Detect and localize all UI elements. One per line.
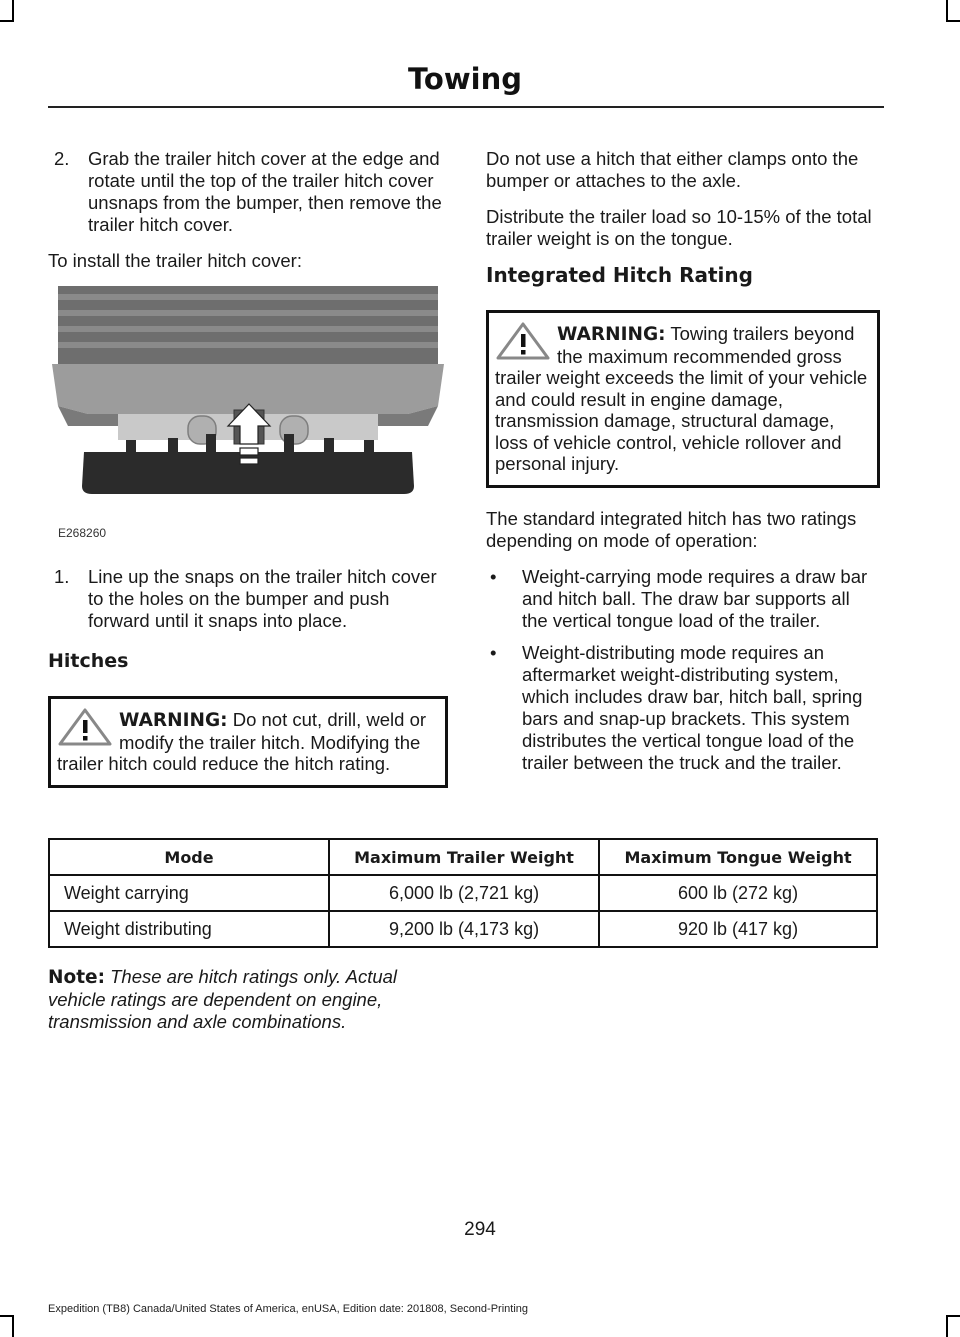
warning-text: Towing trailers beyond the maximum recommended gross trailer weight exceeds the limit of your vehicle and could result in engine damage, transmission damage, structural damage, loss of vehicle control, vehicle rollover and personal injury.: [495, 323, 868, 474]
warning-label: WARNING:: [557, 324, 666, 345]
integrated-hitch-heading: Integrated Hitch Rating: [486, 263, 753, 287]
table-cell: 600 lb (272 kg): [599, 875, 877, 911]
table-cell: 9,200 lb (4,173 kg): [329, 911, 599, 947]
warning-box-towing: [486, 310, 880, 488]
hitch-paragraph: Do not use a hitch that either clamps onto the bumper or attaches to the axle.: [486, 148, 859, 191]
warning-label: WARNING:: [119, 710, 228, 731]
bullet-mark: •: [490, 565, 497, 587]
column-header: Mode: [49, 839, 329, 875]
note-label: Note:: [48, 967, 105, 988]
crop-mark: [12, 0, 14, 20]
step-number: 1.: [54, 566, 70, 587]
table-row: [49, 875, 877, 911]
ratings-paragraph: The standard integrated hitch has two ratings depending on mode of operation:: [486, 507, 857, 551]
bullet-text: Weight-distributing mode requires an aftermarket weight-distributing system, which includes draw bar, hitch ball, spring bars and snap-up brackets. This system distributes the vertical tongue load of the trailer between the truck and the trailer.: [522, 641, 863, 773]
warning-triangle-icon: [495, 321, 551, 361]
step-text: Grab the trailer hitch cover at the edge and rotate until the top of the trailer hitch cover unsnaps from the bumper, then remove the trailer hitch cover.: [88, 148, 442, 235]
note: [48, 966, 448, 1033]
crop-mark: [946, 1317, 948, 1337]
load-paragraph: Distribute the trailer load so 10-15% of the total trailer weight is on the tongue.: [486, 206, 872, 249]
table-row: [49, 911, 877, 947]
hitches-heading: Hitches: [48, 650, 129, 672]
figure-code: E268260: [58, 526, 107, 540]
crop-mark: [0, 20, 14, 22]
bullet-text: Weight-carrying mode requires a draw bar and hitch ball. The draw bar supports all the vertical tongue load of the trailer.: [522, 565, 868, 631]
list-item: [486, 566, 880, 632]
crop-mark: [12, 1317, 14, 1337]
hitch-cover-illustration: [48, 286, 448, 544]
step-text: Line up the snaps on the trailer hitch cover to the holes on the bumper and push forward until it snaps into place.: [88, 566, 437, 631]
warning-triangle-icon: [57, 707, 113, 747]
crop-mark: [946, 20, 960, 22]
step-2: [48, 148, 448, 236]
step-1: [48, 566, 448, 632]
bumper-drawing: [48, 286, 448, 516]
page-number: 294: [464, 1219, 496, 1240]
step-number: 2.: [54, 148, 70, 169]
table-cell: 6,000 lb (2,721 kg): [329, 875, 599, 911]
warning-box-hitch: [48, 696, 448, 788]
warning-text: Do not cut, drill, weld or modify the trailer hitch. Modifying the trailer hitch could reduce the hitch rating.: [57, 709, 427, 774]
right-column: [486, 148, 880, 784]
header-divider: [48, 106, 884, 108]
crop-mark: [946, 0, 948, 20]
table-header-row: [49, 839, 877, 875]
note-text: These are hitch ratings only. Actual vehicle ratings are dependent on engine, transmission and axle combinations.: [48, 966, 398, 1032]
crop-mark: [0, 1315, 14, 1317]
bullet-mark: •: [490, 641, 497, 663]
list-item: [486, 642, 880, 774]
mode-list: [486, 566, 880, 774]
crop-mark: [946, 1315, 960, 1317]
left-column: [48, 148, 448, 808]
column-header: Maximum Tongue Weight: [599, 839, 877, 875]
table-cell: Weight distributing: [49, 911, 329, 947]
column-header: Maximum Trailer Weight: [329, 839, 599, 875]
hitch-rating-table: [48, 838, 878, 948]
table-cell: 920 lb (417 kg): [599, 911, 877, 947]
footer-text: Expedition (TB8) Canada/United States of America, enUSA, Edition date: 201808, Second-Printing: [48, 1303, 529, 1315]
page-title: Towing: [408, 62, 522, 96]
table-cell: Weight carrying: [49, 875, 329, 911]
install-intro: To install the trailer hitch cover:: [48, 250, 302, 271]
